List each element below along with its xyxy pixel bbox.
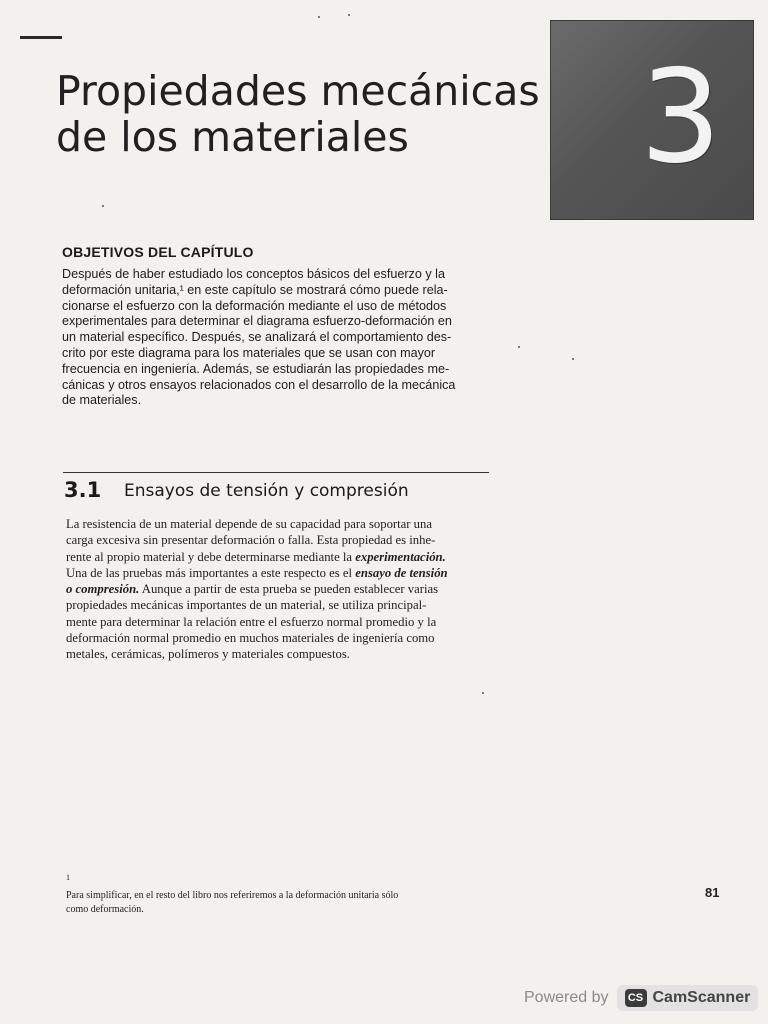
scan-speck [518, 346, 520, 348]
section-line: La resistencia de un material depende de su capacidad para soportar una [66, 517, 433, 531]
section-line [66, 565, 496, 581]
section-line: mente para determinar la relación entre el esfuerzo normal promedio y la [66, 614, 437, 629]
section-line [66, 549, 496, 565]
objectives-line: cionarse el esfuerzo con la deformación mediante el uso de métodos [62, 298, 447, 313]
objectives-line: Después de haber estudiado los conceptos básicos del esfuerzo y la [62, 267, 445, 281]
section-divider [63, 472, 489, 473]
section-text: rente al propio material y debe determinarse mediante la [66, 549, 356, 564]
objectives-line: de materiales. [62, 393, 142, 408]
page-number: 81 [705, 885, 720, 900]
section-title: Ensayos de tensión y compresión [124, 481, 409, 501]
watermark-brand: CamScanner [652, 989, 751, 1006]
chapter-title-line-2: de los materiales [56, 113, 409, 161]
objectives-line: cánicas y otros ensayos relacionados con el desarrollo de la mecánica [62, 377, 456, 392]
chapter-title [56, 68, 556, 160]
section-line: propiedades mecánicas importantes de un material, se utiliza principal- [66, 598, 427, 613]
chapter-number: 3 [640, 43, 722, 192]
objectives-paragraph [62, 267, 492, 409]
section-paragraph [66, 516, 496, 663]
objectives-heading: OBJETIVOS DEL CAPÍTULO [62, 244, 254, 260]
section-line: deformación normal promedio en muchos materiales de ingeniería como [66, 631, 435, 646]
section-text: Aunque a partir de esta prueba se pueden establecer varias [139, 582, 439, 597]
footnote-mark: 1 [66, 873, 70, 882]
emphasis-text: experimentación. [355, 549, 446, 564]
footnote-text: Para simplificar, en el resto del libro nos referiremos a la deformación unitaria sólo [66, 890, 399, 902]
corner-mark [20, 36, 62, 39]
emphasis-text: ensayo de tensión [355, 565, 448, 580]
footnote-line: como deformación. [66, 904, 144, 916]
scan-speck [348, 14, 350, 16]
scan-speck [318, 16, 320, 18]
section-line [66, 581, 496, 597]
scan-speck [572, 358, 574, 360]
objectives-line: deformación unitaria,¹ en este capítulo se mostrará cómo puede rela- [62, 282, 448, 297]
objectives-line: experimentales para determinar el diagrama esfuerzo-deformación en [62, 314, 452, 329]
section-line: metales, cerámicas, polímeros y materiales compuestos. [66, 647, 350, 662]
footnote-line [66, 871, 506, 903]
objectives-line: un material específico. Después, se analizará el comportamiento des- [62, 330, 452, 345]
scan-speck [482, 692, 484, 694]
emphasis-text: o compresión. [66, 582, 140, 597]
scan-speck [102, 205, 104, 207]
footnote [66, 871, 506, 917]
watermark-powered-by: Powered by [524, 989, 609, 1006]
section-text: Una de las pruebas más importantes a este respecto es el [66, 565, 356, 580]
section-line: carga excesiva sin presentar deformación o falla. Esta propiedad es inhe- [66, 533, 436, 548]
objectives-line: crito por este diagrama para los materiales que se usan con mayor [62, 345, 436, 360]
camscanner-logo-icon: CS [625, 989, 647, 1007]
chapter-title-line-1: Propiedades mecánicas [56, 67, 540, 115]
camscanner-watermark [524, 982, 758, 1014]
section-number: 3.1 [64, 478, 102, 502]
watermark-badge [617, 985, 759, 1011]
objectives-line: frecuencia en ingeniería. Además, se estudiarán las propiedades me- [62, 361, 450, 376]
